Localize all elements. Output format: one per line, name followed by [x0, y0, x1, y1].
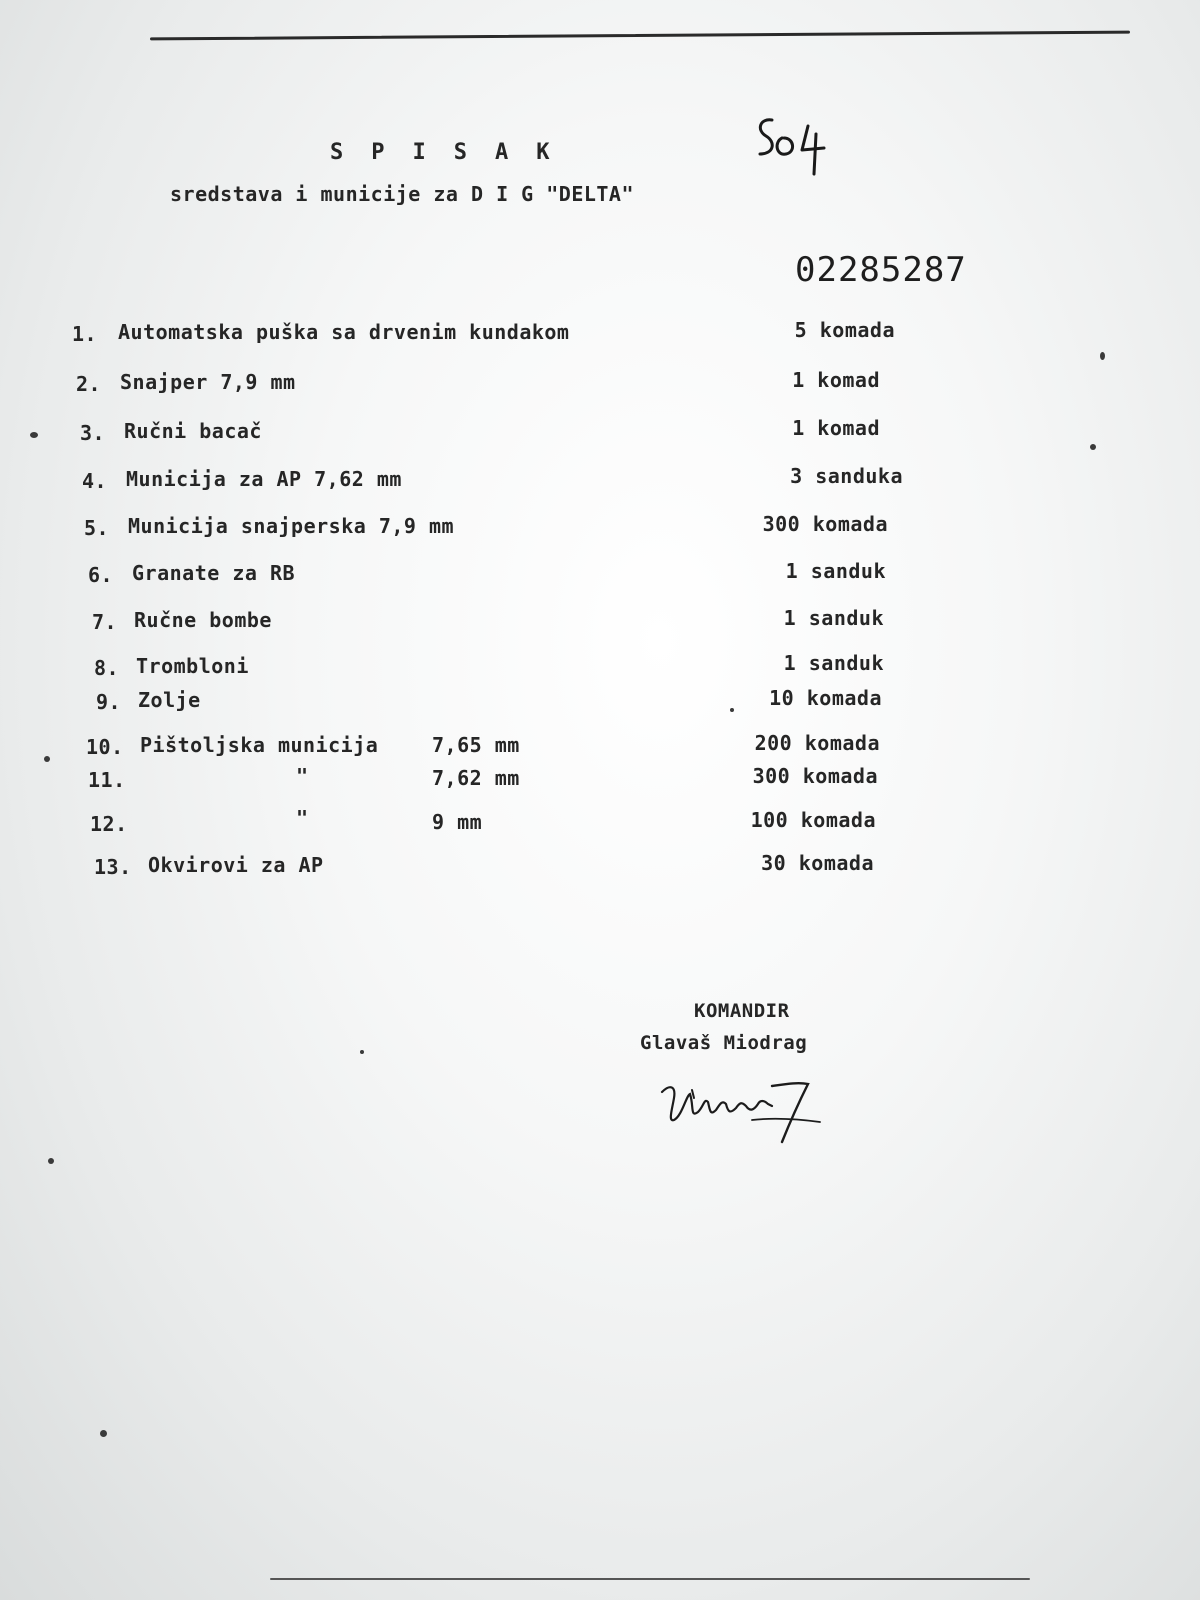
- item-quantity: 1 sanduk: [783, 651, 884, 675]
- item-quantity: 10 komada: [769, 686, 882, 710]
- item-number: 10.: [86, 735, 124, 759]
- item-description: Municija za AP 7,62 mm: [126, 467, 402, 491]
- item-description: Trombloni: [136, 654, 249, 678]
- bottom-edge-line: [270, 1578, 1030, 1580]
- item-quantity: 100 komada: [750, 808, 876, 832]
- item-description: Granate za RB: [132, 561, 296, 585]
- handwritten-signature: [660, 1078, 840, 1148]
- item-number: 7.: [92, 610, 118, 634]
- document-number-stamp: 02285287: [795, 250, 967, 290]
- item-quantity: 5 komada: [794, 318, 895, 342]
- item-quantity: 1 sanduk: [783, 606, 884, 630]
- scan-speck: [30, 432, 38, 438]
- document-subtitle: sredstava i municije za D I G "DELTA": [170, 182, 635, 206]
- item-caliber: 7,62 mm: [432, 766, 520, 790]
- item-number: 12.: [90, 812, 128, 836]
- item-quantity: 300 komada: [762, 512, 888, 536]
- item-ditto-mark: ": [296, 764, 309, 788]
- item-number: 13.: [94, 855, 132, 879]
- item-quantity: 1 sanduk: [785, 559, 886, 583]
- item-quantity: 1 komad: [792, 368, 880, 392]
- item-description: Municija snajperska 7,9 mm: [128, 514, 455, 538]
- item-description: Zolje: [138, 688, 201, 712]
- scan-speck: [1090, 444, 1096, 450]
- item-quantity: 300 komada: [752, 764, 878, 788]
- item-number: 9.: [96, 690, 122, 714]
- scan-speck: [360, 1050, 364, 1054]
- item-description: Ručni bacač: [124, 419, 262, 443]
- item-ditto-mark: ": [296, 806, 309, 830]
- item-caliber: 9 mm: [432, 810, 483, 834]
- item-description: Okvirovi za AP: [148, 853, 324, 877]
- item-description: Ručne bombe: [134, 608, 272, 632]
- scan-speck: [44, 756, 50, 762]
- scan-speck: [1100, 352, 1105, 360]
- scan-speck: [48, 1158, 54, 1164]
- item-quantity: 3 sanduka: [790, 464, 903, 488]
- item-quantity: 30 komada: [761, 851, 874, 875]
- document-title: SPISAK: [330, 140, 578, 165]
- item-description: Pištoljska municija: [140, 733, 379, 757]
- item-number: 11.: [88, 768, 126, 792]
- scan-speck: [730, 708, 734, 712]
- item-quantity: 1 komad: [792, 416, 880, 440]
- signer-role: KOMANDIR: [694, 1000, 790, 1022]
- item-number: 5.: [84, 516, 110, 540]
- item-number: 2.: [76, 372, 102, 396]
- signer-name: Glavaš Miodrag: [640, 1032, 808, 1054]
- item-number: 3.: [80, 421, 106, 445]
- item-caliber: 7,65 mm: [432, 733, 520, 757]
- item-quantity: 200 komada: [754, 731, 880, 755]
- item-description: Automatska puška sa drvenim kundakom: [118, 320, 570, 344]
- scan-speck: [100, 1430, 107, 1437]
- item-description: Snajper 7,9 mm: [120, 370, 296, 394]
- item-number: 6.: [88, 563, 114, 587]
- item-number: 4.: [82, 469, 108, 493]
- item-number: 1.: [72, 322, 98, 346]
- item-number: 8.: [94, 656, 120, 680]
